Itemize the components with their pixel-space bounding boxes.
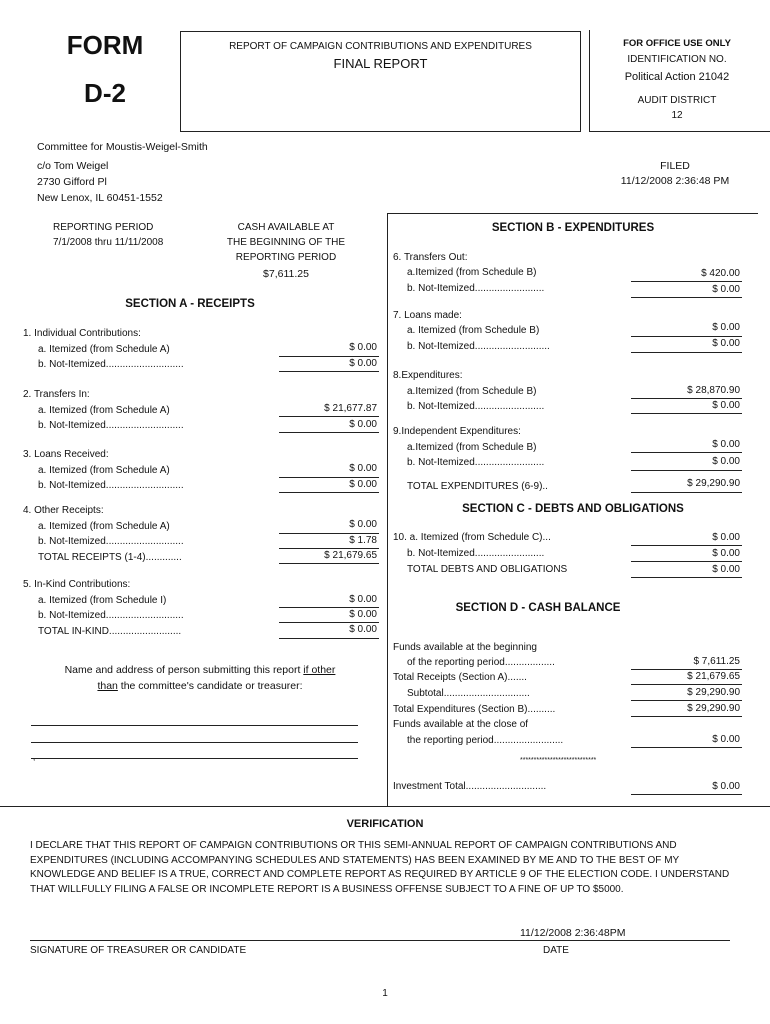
total-receipts-d-value: $ 21,679.65 bbox=[687, 671, 740, 682]
other-receipts-label: 4. Other Receipts: bbox=[23, 505, 104, 516]
submitter-instruction-line2 bbox=[30, 680, 370, 692]
loans-made-not-itemized-value: $ 0.00 bbox=[712, 338, 740, 349]
committee-city: New Lenox, IL 60451-1552 bbox=[37, 192, 163, 204]
in-kind-label: 5. In-Kind Contributions: bbox=[23, 579, 131, 590]
loans-made-label: 7. Loans made: bbox=[393, 310, 462, 321]
total-expenditures-label: TOTAL EXPENDITURES (6-9).. bbox=[407, 481, 548, 492]
underline bbox=[631, 747, 742, 748]
loans-made-not-itemized-label: b. Not-Itemized........................... bbox=[407, 341, 550, 352]
underline bbox=[631, 413, 742, 414]
signature-line[interactable] bbox=[30, 940, 730, 941]
section-b-title: SECTION B - EXPENDITURES bbox=[491, 222, 655, 234]
underline bbox=[631, 470, 742, 471]
funds-begin-value: $ 7,611.25 bbox=[693, 656, 740, 667]
verification-divider bbox=[0, 806, 770, 807]
loans-itemized-value: $ 0.00 bbox=[349, 463, 377, 474]
subtotal-value: $ 29,290.90 bbox=[687, 687, 740, 698]
submitter-text: the committee's candidate or treasurer: bbox=[117, 680, 303, 692]
underline bbox=[631, 352, 742, 353]
underline bbox=[279, 548, 379, 549]
total-debts-value: $ 0.00 bbox=[712, 564, 740, 575]
cash-available-line1: CASH AVAILABLE AT bbox=[237, 222, 335, 233]
other-itemized-label: a. Itemized (from Schedule A) bbox=[38, 521, 170, 532]
expenditures-not-itemized-label: b. Not-Itemized......................... bbox=[407, 401, 545, 412]
independent-not-itemized-label: b. Not-Itemized......................... bbox=[407, 457, 545, 468]
debts-itemized-label: 10. a. Itemized (from Schedule C)... bbox=[393, 532, 551, 543]
section-d-title: SECTION D - CASH BALANCE bbox=[455, 602, 621, 614]
form-title: FORM bbox=[66, 30, 144, 60]
identification-label: IDENTIFICATION NO. bbox=[627, 54, 727, 65]
total-expenditures-d-value: $ 29,290.90 bbox=[687, 703, 740, 714]
transfers-itemized-value: $ 21,677.87 bbox=[324, 403, 377, 414]
comma-mark: , bbox=[33, 753, 36, 762]
total-in-kind-value: $ 0.00 bbox=[349, 624, 377, 635]
reporting-period-label: REPORTING PERIOD bbox=[53, 222, 154, 233]
underline bbox=[631, 398, 742, 399]
underline bbox=[279, 477, 379, 478]
in-kind-itemized-value: $ 0.00 bbox=[349, 594, 377, 605]
other-not-itemized-value: $ 1.78 bbox=[349, 535, 377, 546]
cash-available-value: $7,611.25 bbox=[263, 268, 309, 280]
office-box-bottom-border bbox=[589, 131, 770, 132]
independent-itemized-label: a.Itemized (from Schedule B) bbox=[407, 442, 537, 453]
underline bbox=[631, 577, 742, 578]
total-debts-label: TOTAL DEBTS AND OBLIGATIONS bbox=[407, 564, 568, 575]
transfers-out-label: 6. Transfers Out: bbox=[393, 252, 468, 263]
underline bbox=[631, 700, 742, 701]
section-c-title: SECTION C - DEBTS AND OBLIGATIONS bbox=[462, 503, 684, 515]
funds-close-value: $ 0.00 bbox=[712, 734, 740, 745]
cash-available-line3: REPORTING PERIOD bbox=[235, 252, 337, 263]
total-in-kind-label: TOTAL IN-KIND.......................... bbox=[38, 626, 182, 637]
funds-close-label-line2: the reporting period......................... bbox=[407, 735, 564, 746]
committee-street: 2730 Gifford Pl bbox=[37, 176, 107, 188]
submitter-text: Name and address of person submitting this report bbox=[64, 664, 304, 676]
underline bbox=[279, 533, 379, 534]
underline bbox=[279, 563, 379, 564]
office-box-left-border bbox=[589, 30, 590, 131]
debts-not-itemized-value: $ 0.00 bbox=[712, 548, 740, 559]
underline bbox=[631, 794, 742, 795]
underline bbox=[631, 545, 742, 546]
page-number: 1 bbox=[382, 988, 388, 999]
section-a-title: SECTION A - RECEIPTS bbox=[125, 298, 255, 310]
subtotal-label: Subtotal............................... bbox=[407, 688, 530, 699]
expenditures-itemized-label: a.Itemized (from Schedule B) bbox=[407, 386, 537, 397]
expenditures-itemized-value: $ 28,870.90 bbox=[687, 385, 740, 396]
verification-title: VERIFICATION bbox=[346, 818, 424, 830]
transfers-not-itemized-value: $ 0.00 bbox=[349, 419, 377, 430]
signature-date-value: 11/12/2008 2:36:48PM bbox=[520, 927, 626, 939]
underline bbox=[631, 297, 742, 298]
in-kind-itemized-label: a. Itemized (from Schedule I) bbox=[38, 595, 167, 606]
total-receipts-value: $ 21,679.65 bbox=[324, 550, 377, 561]
submitter-text-underlined: than bbox=[97, 680, 118, 692]
total-receipts-d-label: Total Receipts (Section A)....... bbox=[393, 672, 527, 683]
loans-itemized-label: a. Itemized (from Schedule A) bbox=[38, 465, 170, 476]
individual-itemized-value: $ 0.00 bbox=[349, 342, 377, 353]
individual-contributions-label: 1. Individual Contributions: bbox=[23, 328, 141, 339]
in-kind-not-itemized-value: $ 0.00 bbox=[349, 609, 377, 620]
underline bbox=[279, 416, 379, 417]
underline bbox=[279, 607, 379, 608]
committee-name: Committee for Moustis-Weigel-Smith bbox=[37, 141, 208, 153]
transfers-out-not-itemized-value: $ 0.00 bbox=[712, 284, 740, 295]
submitter-address-line1[interactable] bbox=[31, 742, 358, 743]
loans-made-itemized-label: a. Itemized (from Schedule B) bbox=[407, 325, 540, 336]
individual-not-itemized-label: b. Not-Itemized............................ bbox=[38, 359, 184, 370]
independent-expenditures-label: 9.Independent Expenditures: bbox=[393, 426, 521, 437]
independent-itemized-value: $ 0.00 bbox=[712, 439, 740, 450]
transfers-out-itemized-label: a.Itemized (from Schedule B) bbox=[407, 267, 537, 278]
loans-not-itemized-value: $ 0.00 bbox=[349, 479, 377, 490]
underline bbox=[279, 432, 379, 433]
submitter-address-line2[interactable] bbox=[31, 758, 358, 759]
stars-divider: **************************** bbox=[520, 757, 597, 764]
transfers-out-not-itemized-label: b. Not-Itemized......................... bbox=[407, 283, 545, 294]
underline bbox=[631, 281, 742, 282]
independent-not-itemized-value: $ 0.00 bbox=[712, 456, 740, 467]
report-title: REPORT OF CAMPAIGN CONTRIBUTIONS AND EXPENDITURES bbox=[229, 41, 532, 52]
underline bbox=[279, 371, 379, 372]
underline bbox=[279, 356, 379, 357]
signature-label: SIGNATURE OF TREASURER OR CANDIDATE bbox=[30, 945, 247, 956]
total-receipts-label: TOTAL RECEIPTS (1-4)............. bbox=[38, 552, 182, 563]
cash-available-line2: THE BEGINNING OF THE bbox=[226, 237, 346, 248]
transfers-not-itemized-label: b. Not-Itemized............................ bbox=[38, 420, 184, 431]
underline bbox=[631, 684, 742, 685]
transfers-out-itemized-value: $ 420.00 bbox=[701, 268, 740, 279]
reporting-period-range: 7/1/2008 thru 11/11/2008 bbox=[53, 237, 164, 248]
total-expenditures-d-label: Total Expenditures (Section B).......... bbox=[393, 704, 556, 715]
total-expenditures-value: $ 29,290.90 bbox=[687, 478, 740, 489]
other-not-itemized-label: b. Not-Itemized............................ bbox=[38, 536, 184, 547]
debts-not-itemized-label: b. Not-Itemized......................... bbox=[407, 548, 545, 559]
section-b-top-border bbox=[387, 213, 758, 214]
transfers-in-label: 2. Transfers In: bbox=[23, 389, 90, 400]
investment-total-label: Investment Total............................. bbox=[393, 781, 547, 792]
submitter-name-line[interactable] bbox=[31, 725, 358, 726]
underline bbox=[631, 452, 742, 453]
identification-value: Political Action 21042 bbox=[624, 71, 730, 83]
individual-not-itemized-value: $ 0.00 bbox=[349, 358, 377, 369]
underline bbox=[279, 638, 379, 639]
debts-itemized-value: $ 0.00 bbox=[712, 532, 740, 543]
audit-district-value: 12 bbox=[671, 110, 683, 121]
verification-declaration: I DECLARE THAT THIS REPORT OF CAMPAIGN CONTRIBUTIONS OR THIS SEMI-ANNUAL REPORT OF CAMPAIGN CONTRIBUTIONS AND EXPENDITURES (INCLUDING ACCOMPANYING SCHEDULES AND STATEMENTS) HAS BEEN EXAMINED BY ME AND TO THE BEST OF MY KNOWLEDGE AND BELIEF IS A TRUE, CORRECT AND COMPLETE REPORT AS REQUIRED BY ARTICLE 9 OF THE ELECTION CODE. I UNDERSTAND THAT WILLFULLY FILING A FALSE OR INCOMPLETE REPORT IS A BUSINESS OFFENSE SUBJECT TO A FINE OF UP TO $5000. bbox=[30, 840, 730, 895]
submitter-text-underlined: if other bbox=[303, 664, 336, 676]
underline bbox=[631, 492, 742, 493]
expenditures-label: 8.Expenditures: bbox=[393, 370, 463, 381]
in-kind-not-itemized-label: b. Not-Itemized............................ bbox=[38, 610, 184, 621]
transfers-itemized-label: a. Itemized (from Schedule A) bbox=[38, 405, 170, 416]
funds-close-label-line1: Funds available at the close of bbox=[393, 719, 529, 730]
committee-care-of: c/o Tom Weigel bbox=[37, 160, 109, 172]
investment-total-value: $ 0.00 bbox=[712, 781, 740, 792]
audit-district-label: AUDIT DISTRICT bbox=[637, 95, 717, 106]
underline bbox=[279, 622, 379, 623]
underline bbox=[279, 492, 379, 493]
underline bbox=[631, 336, 742, 337]
loans-received-label: 3. Loans Received: bbox=[23, 449, 109, 460]
underline bbox=[631, 716, 742, 717]
form-number: D-2 bbox=[84, 78, 126, 108]
loans-not-itemized-label: b. Not-Itemized............................ bbox=[38, 480, 184, 491]
report-subtitle: FINAL REPORT bbox=[333, 56, 428, 71]
loans-made-itemized-value: $ 0.00 bbox=[712, 322, 740, 333]
filed-date: 11/12/2008 2:36:48 PM bbox=[620, 175, 730, 187]
expenditures-not-itemized-value: $ 0.00 bbox=[712, 400, 740, 411]
funds-begin-label-line1: Funds available at the beginning bbox=[393, 642, 537, 653]
date-label: DATE bbox=[543, 945, 569, 956]
filed-label: FILED bbox=[660, 160, 690, 172]
underline bbox=[631, 669, 742, 670]
funds-begin-label-line2: of the reporting period.................. bbox=[407, 657, 555, 668]
office-use-label: FOR OFFICE USE ONLY bbox=[623, 38, 731, 49]
underline bbox=[631, 561, 742, 562]
submitter-instruction-line1 bbox=[30, 664, 370, 676]
individual-itemized-label: a. Itemized (from Schedule A) bbox=[38, 344, 170, 355]
other-itemized-value: $ 0.00 bbox=[349, 519, 377, 530]
